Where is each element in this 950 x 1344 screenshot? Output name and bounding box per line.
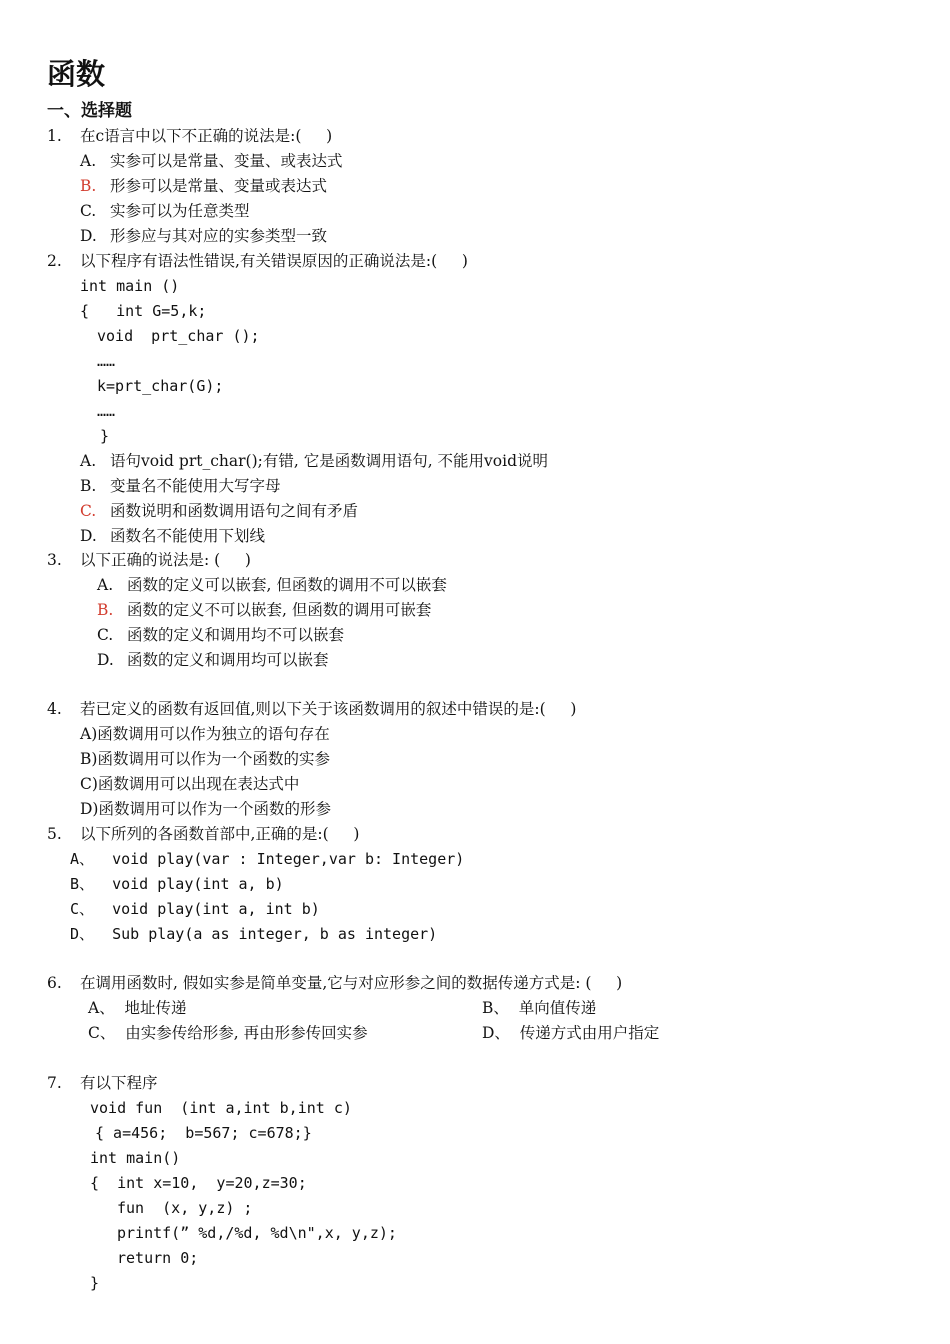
q6-option-c: C、 由实参传给形参, 再由形参传回实参 <box>88 1024 368 1042</box>
q3-option-a-text: 函数的定义可以嵌套, 但函数的调用不可以嵌套 <box>127 576 447 594</box>
q1-text: 在c语言中以下不正确的说法是:( ) <box>80 127 333 145</box>
page-title: 函数 <box>47 57 106 91</box>
q2-text: 以下程序有语法性错误,有关错误原因的正确说法是:( ) <box>80 252 468 270</box>
q6-text: 在调用函数时, 假如实参是简单变量,它与对应形参之间的数据传递方式是: ( ) <box>80 974 623 992</box>
q4-text: 若已定义的函数有返回值,则以下关于该函数调用的叙述中错误的是:( ) <box>80 700 577 718</box>
q3-option-b-letter: B. <box>97 601 114 619</box>
q5-option: A、 void play(var : Integer,var b: Integer) <box>70 850 465 868</box>
q1-option-d-text: 形参应与其对应的实参类型一致 <box>110 227 328 245</box>
q2-code-line: …… <box>97 402 116 420</box>
q7-code-line: { int x=10, y=20,z=30; <box>90 1174 307 1192</box>
q4-option: A)函数调用可以作为独立的语句存在 <box>80 725 330 743</box>
q1-option-a-letter: A. <box>80 152 97 170</box>
q2-option-a-text: 语句void prt_char();有错, 它是函数调用语句, 不能用void说明 <box>110 452 549 470</box>
q2-code-line: …… <box>97 352 116 370</box>
q7-text: 有以下程序 <box>80 1074 158 1092</box>
q7-code-line: } <box>90 1274 100 1292</box>
q4-option: B)函数调用可以作为一个函数的实参 <box>80 750 330 768</box>
q2-code-line: void prt_char (); <box>97 327 260 345</box>
q3-option-d-text: 函数的定义和调用均可以嵌套 <box>127 651 329 669</box>
q2-option-c-text: 函数说明和函数调用语句之间有矛盾 <box>110 502 359 520</box>
section-heading: 一、选择题 <box>47 101 132 121</box>
q6-option-b: B、 单向值传递 <box>482 999 597 1017</box>
q6-number: 6. <box>47 974 62 992</box>
q7-code-line: return 0; <box>117 1249 199 1267</box>
q2-option-b-letter: B. <box>80 477 97 495</box>
q2-option-c-letter: C. <box>80 502 97 520</box>
q2-number: 2. <box>47 252 62 270</box>
q7-code-line: void fun (int a,int b,int c) <box>90 1099 352 1117</box>
q2-code-line: k=prt_char(G); <box>97 377 224 395</box>
q1-option-c-letter: C. <box>80 202 97 220</box>
q3-option-c-letter: C. <box>97 626 114 644</box>
q6-option-a: A、 地址传递 <box>88 999 187 1017</box>
q4-option: C)函数调用可以出现在表达式中 <box>80 775 300 793</box>
q4-option: D)函数调用可以作为一个函数的形参 <box>80 800 331 818</box>
q3-option-a-letter: A. <box>97 576 114 594</box>
q2-option-d-letter: D. <box>80 527 97 545</box>
q1-option-a-text: 实参可以是常量、变量、或表达式 <box>110 152 343 170</box>
q2-code-line: } <box>100 427 110 445</box>
q1-option-c-text: 实参可以为任意类型 <box>110 202 250 220</box>
q3-number: 3. <box>47 551 62 569</box>
q5-number: 5. <box>47 825 62 843</box>
q7-code-line: int main() <box>90 1149 181 1167</box>
q2-code-line: { int G=5,k; <box>80 302 207 320</box>
q1-option-d-letter: D. <box>80 227 97 245</box>
q7-code-line: { a=456; b=567; c=678;} <box>95 1124 312 1142</box>
q3-option-d-letter: D. <box>97 651 114 669</box>
q2-option-d-text: 函数名不能使用下划线 <box>110 527 266 545</box>
q5-option: D、 Sub play(a as integer, b as integer) <box>70 925 438 943</box>
q2-code-line: int main () <box>80 277 180 295</box>
q7-code-line: printf(” %d,/%d, %d\n",x, y,z); <box>117 1224 397 1242</box>
q4-number: 4. <box>47 700 62 718</box>
q5-option: B、 void play(int a, b) <box>70 875 284 893</box>
q6-option-d: D、 传递方式由用户指定 <box>482 1024 660 1042</box>
q2-option-a-letter: A. <box>80 452 97 470</box>
q5-text: 以下所列的各函数首部中,正确的是:( ) <box>80 825 360 843</box>
q3-text: 以下正确的说法是: ( ) <box>80 551 251 569</box>
q7-number: 7. <box>47 1074 62 1092</box>
q2-option-b-text: 变量名不能使用大写字母 <box>110 477 281 495</box>
q1-option-b-text: 形参可以是常量、变量或表达式 <box>110 177 328 195</box>
q3-option-c-text: 函数的定义和调用均不可以嵌套 <box>127 626 345 644</box>
q1-option-b-letter: B. <box>80 177 97 195</box>
q1-number: 1. <box>47 127 62 145</box>
q5-option: C、 void play(int a, int b) <box>70 900 320 918</box>
q7-code-line: fun (x, y,z) ; <box>117 1199 253 1217</box>
q3-option-b-text: 函数的定义不可以嵌套, 但函数的调用可嵌套 <box>127 601 432 619</box>
